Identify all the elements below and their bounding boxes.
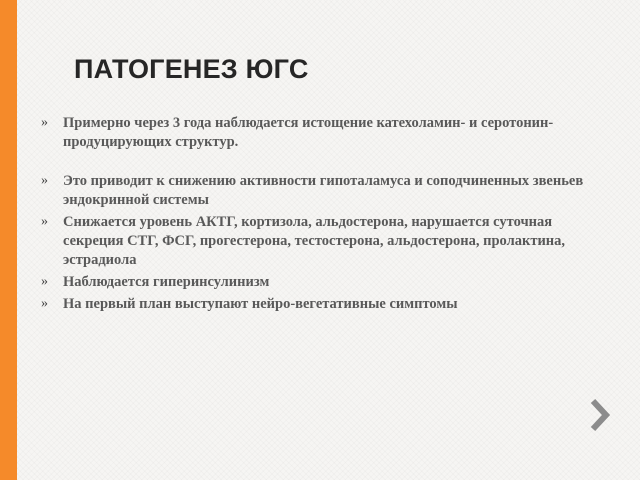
accent-bar <box>0 0 17 480</box>
bullet-item <box>41 114 601 152</box>
bullet-icon: » <box>41 214 48 229</box>
slide-title: ПАТОГЕНЕЗ ЮГС <box>74 54 309 84</box>
bullet-item <box>41 213 601 270</box>
bullet-text: Примерно через 3 года наблюдается истощение катехоламин- и серотонин-продуцирующих структур. <box>63 115 554 150</box>
bullet-text: На первый план выступают нейро-вегетативные симптомы <box>63 296 458 312</box>
bullet-icon: » <box>41 173 48 188</box>
bullet-item <box>41 172 601 210</box>
bullet-list <box>41 114 601 317</box>
bullet-icon: » <box>41 274 48 289</box>
bullet-text: Наблюдается гиперинсулинизм <box>63 274 270 290</box>
bullet-text: Это приводит к снижению активности гипоталамуса и соподчиненных звеньев эндокринной системы <box>63 173 584 208</box>
bullet-icon: » <box>41 296 48 311</box>
bullet-item <box>41 273 601 292</box>
chevron-right-icon <box>588 398 612 432</box>
bullet-text: Снижается уровень АКТГ, кортизола, альдостерона, нарушается суточная секреция СТГ, ФСГ, прогестерона, тестостерона, альдостерона, пролактина, эстрадиола <box>63 214 566 268</box>
bullet-icon: » <box>41 115 48 130</box>
next-slide-button[interactable] <box>588 398 612 432</box>
bullet-item <box>41 295 601 314</box>
